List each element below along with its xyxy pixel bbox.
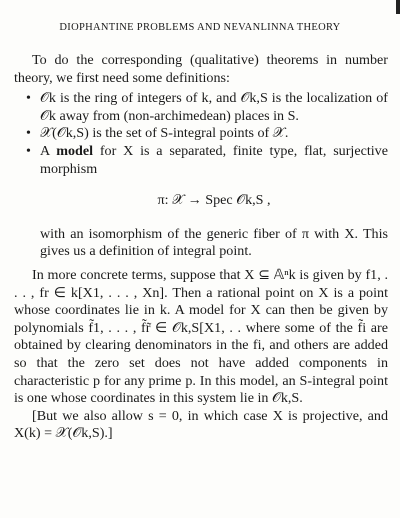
definition-text: for X is a separated, finite type, flat, surjective morphism (40, 142, 388, 177)
definition-item (26, 90, 388, 125)
definition-text-prefix: A (40, 142, 57, 159)
definition-list (14, 90, 388, 261)
intro-paragraph: To do the corresponding (qualitative) theorems in number theory, we first need some definitions: (14, 52, 388, 86)
definition-item (26, 142, 388, 261)
page-edge-mark (396, 0, 400, 14)
closing-paragraph: [But we also allow s = 0, in which case X is projective, and X(k) = 𝒳(𝒪k,S).] (14, 407, 388, 442)
definition-item (26, 125, 388, 143)
bullet-icon: • (26, 90, 31, 107)
display-formula: π: 𝒳 → Spec 𝒪k,S , (157, 192, 271, 209)
definition-text: 𝒪k is the ring of integers of k, and 𝒪k,S is the localization of 𝒪k away from (non-archimedean) places in S. (40, 90, 388, 124)
defined-term: model (56, 142, 94, 159)
running-head: DIOPHANTINE PROBLEMS AND NEVANLINNA THEORY (59, 22, 341, 33)
after-display-text: with an isomorphism of the generic fiber of π with X. This gives us a definition of integral point. (40, 225, 388, 260)
concrete-paragraph: In more concrete terms, suppose that X ⊆ 𝔸ⁿk is given by f1, . . . , fr ∈ k[X1, . . . , Xn]. Then a rational point on X is a point whose coordinates lie in k. A model for X can then be given by polynomials f̃1, . . . , f̃r̃ ∈ 𝒪k,S[X1, . . where some of the f̃i are obtained by clearing denominators in the fi, and others are added so that the zero set does not have added components in characteristic p for any prime p. In this model, an S-integral point is one whose coordinates in this system lie in 𝒪k,S. (14, 266, 388, 407)
bullet-icon: • (26, 125, 31, 142)
page-body (14, 52, 388, 443)
bullet-icon: • (26, 142, 31, 159)
definition-text: 𝒳(𝒪k,S) is the set of S-integral points of 𝒳. (40, 125, 289, 142)
